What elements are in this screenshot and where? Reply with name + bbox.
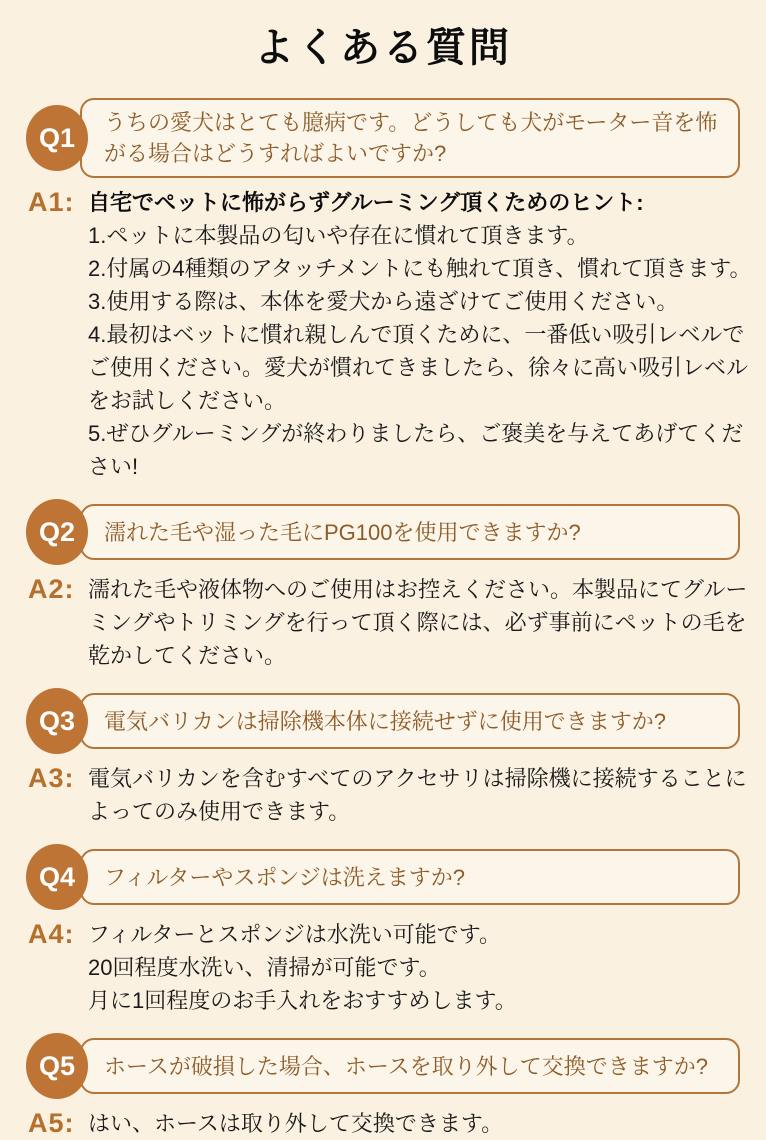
q3-badge: Q3 — [26, 688, 88, 754]
a1-item-5: 5.ぜひグルーミングが終わりましたら、ご褒美を与えてあげてください! — [88, 421, 744, 479]
question-row-5 — [26, 1033, 740, 1099]
a5-label: A5: — [28, 1108, 75, 1138]
answer-row-3 — [28, 762, 762, 828]
a1-label: A1: — [28, 187, 75, 217]
answer-row-2 — [28, 573, 762, 672]
q3-question-text: 電気バリカンは掃除機本体に接続せずに使用できますか? — [104, 708, 667, 734]
answer-row-5 — [28, 1107, 762, 1140]
answer-row-4 — [28, 918, 762, 1017]
faq-section-3 — [26, 688, 747, 828]
q1-question-text: うちの愛犬はとても臆病です。どうしても犬がモーター音を怖がる場合はどうすればよいですか? — [104, 110, 718, 166]
q3-question-box — [80, 693, 740, 749]
q5-question-box — [80, 1038, 740, 1094]
a3-label: A3: — [28, 763, 75, 793]
question-row-3 — [26, 688, 740, 754]
a5-text: はい、ホースは取り外して交換できます。 — [88, 1111, 504, 1136]
q2-badge: Q2 — [26, 499, 88, 565]
faq-section-2 — [26, 499, 748, 672]
question-row-4 — [26, 844, 740, 910]
a4-item-1: フィルターとスポンジは水洗い可能です。 — [88, 922, 502, 947]
faq-section-1 — [26, 98, 752, 483]
q5-question-text: ホースが破損した場合、ホースを取り外して交換できますか? — [104, 1053, 709, 1079]
faq-section-4 — [26, 844, 740, 1017]
q4-question-box — [80, 849, 740, 905]
q2-question-text: 濡れた毛や湿った毛にPG100を使用できますか? — [104, 519, 581, 545]
a3-text: 電気バリカンを含むすべてのアクセサリは掃除機に接続することによってのみ使用できます。 — [88, 766, 747, 824]
a1-item-4: 4.最初はベットに慣れ親しんで頂くために、一番低い吸引レベルでご使用ください。愛犬が慣れてきましたら、徐々に高い吸引レベルをお試しください。 — [88, 322, 749, 413]
page-title: よくある質問 — [254, 26, 512, 70]
a1-item-1: 1.ペットに本製品の匂いや存在に慣れて頂きます。 — [88, 223, 589, 248]
a4-text — [88, 918, 762, 1017]
a1-item-3: 3.使用する際は、本体を愛犬から遠ざけてご使用ください。 — [88, 289, 679, 314]
question-row-1 — [26, 98, 740, 178]
a1-item-2: 2.付属の4種類のアタッチメントにも触れて頂き、慣れて頂きます。 — [88, 256, 752, 281]
q2-question-box — [80, 504, 740, 560]
q1-question-box — [80, 98, 740, 178]
q4-badge: Q4 — [26, 844, 88, 910]
a4-item-3: 月に1回程度のお手入れをおすすめします。 — [88, 988, 517, 1013]
a1-text — [88, 186, 762, 483]
q5-badge: Q5 — [26, 1033, 88, 1099]
q4-question-text: フィルターやスポンジは洗えますか? — [104, 864, 466, 890]
answer-row-1 — [28, 186, 762, 483]
a2-text: 濡れた毛や液体物へのご使用はお控えください。本製品にてグルーミングやトリミングを行って頂く際には、必ず事前にペットの毛を乾かしてください。 — [88, 577, 748, 668]
a4-label: A4: — [28, 919, 75, 949]
question-row-2 — [26, 499, 740, 565]
a1-intro: 自宅でペットに怖がらずグルーミング頂くためのヒント: — [88, 190, 644, 215]
faq-section-5 — [26, 1033, 740, 1140]
a2-label: A2: — [28, 574, 75, 604]
a4-item-2: 20回程度水洗い、清掃が可能です。 — [88, 955, 441, 980]
q1-badge: Q1 — [26, 105, 88, 171]
